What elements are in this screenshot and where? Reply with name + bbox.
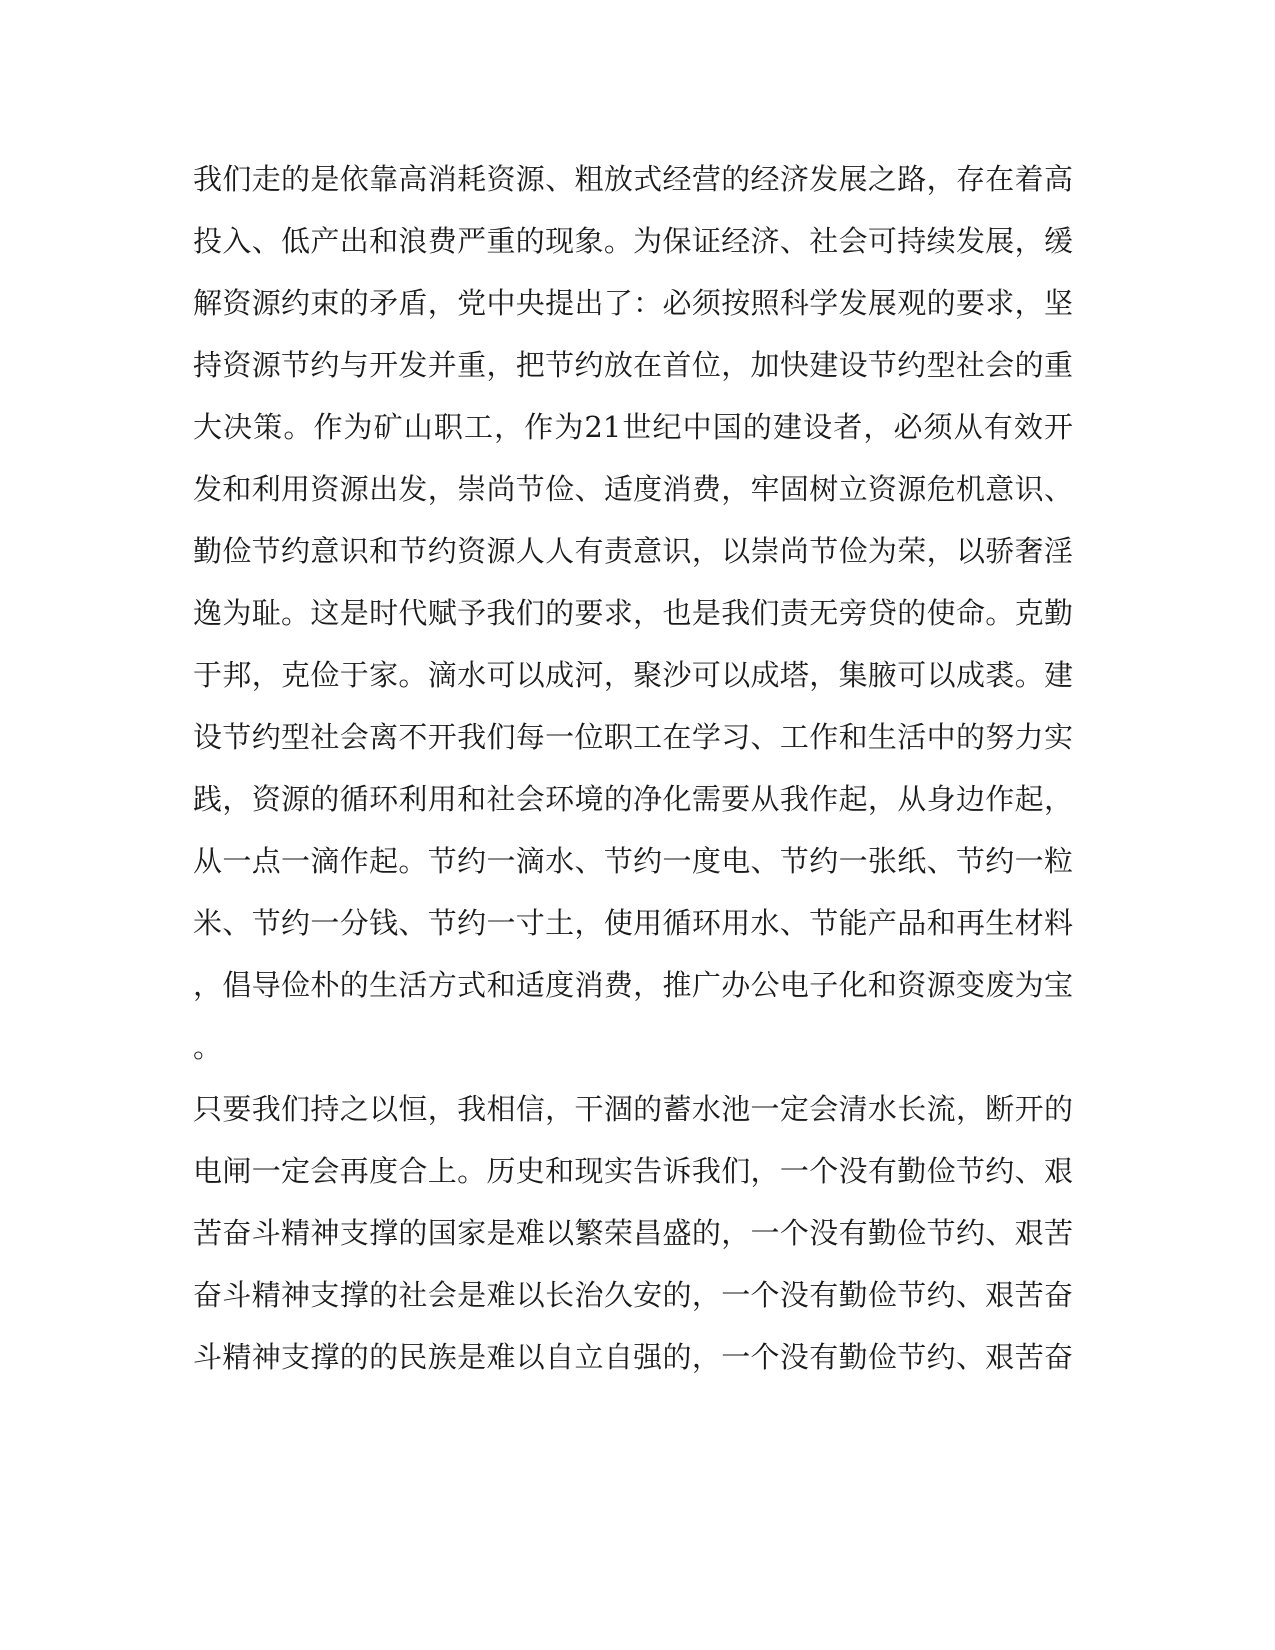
paragraph-1-line: 发和利用资源出发，崇尚节俭、适度消费，牢固树立资源危机意识、 [193, 472, 1073, 506]
paragraph-1-line: 投入、低产出和浪费严重的现象。为保证经济、社会可持续发展，缓 [193, 224, 1073, 258]
paragraph-1-line: 践，资源的循环利用和社会环境的净化需要从我作起，从身边作起， [193, 782, 1073, 816]
paragraph-1-line: 从一点一滴作起。节约一滴水、节约一度电、节约一张纸、节约一粒 [193, 844, 1073, 878]
paragraph-1-line: 解资源约束的矛盾，党中央提出了：必须按照科学发展观的要求，坚 [193, 286, 1073, 320]
paragraph-2-line: 苦奋斗精神支撑的国家是难以繁荣昌盛的，一个没有勤俭节约、艰苦 [193, 1216, 1073, 1250]
paragraph-1-line: 持资源节约与开发并重，把节约放在首位，加快建设节约型社会的重 [193, 348, 1073, 382]
paragraph-1-line: 我们走的是依靠高消耗资源、粗放式经营的经济发展之路，存在着高 [193, 162, 1073, 196]
paragraph-1-line: 于邦，克俭于家。滴水可以成河，聚沙可以成塔，集腋可以成裘。建 [193, 658, 1073, 692]
paragraph-1-line: 米、节约一分钱、节约一寸土，使用循环用水、节能产品和再生材料 [193, 906, 1073, 940]
paragraph-1-line: 。 [193, 1030, 223, 1064]
paragraph-2-line: 奋斗精神支撑的社会是难以长治久安的，一个没有勤俭节约、艰苦奋 [193, 1278, 1073, 1312]
paragraph-1-line: 勤俭节约意识和节约资源人人有责意识，以崇尚节俭为荣，以骄奢淫 [193, 534, 1073, 568]
paragraph-2-line: 电闸一定会再度合上。历史和现实告诉我们，一个没有勤俭节约、艰 [193, 1154, 1073, 1188]
paragraph-1-line: ，倡导俭朴的生活方式和适度消费，推广办公电子化和资源变废为宝 [193, 968, 1073, 1002]
paragraph-2-line: 斗精神支撑的的民族是难以自立自强的，一个没有勤俭节约、艰苦奋 [193, 1340, 1073, 1374]
paragraph-2-line: 只要我们持之以恒，我相信，干涸的蓄水池一定会清水长流，断开的 [193, 1092, 1073, 1126]
paragraph-1-line: 大决策。作为矿山职工，作为21世纪中国的建设者，必须从有效开 [193, 410, 1073, 444]
paragraph-1-line: 设节约型社会离不开我们每一位职工在学习、工作和生活中的努力实 [193, 720, 1073, 754]
paragraph-1-line: 逸为耻。这是时代赋予我们的要求，也是我们责无旁贷的使命。克勤 [193, 596, 1073, 630]
